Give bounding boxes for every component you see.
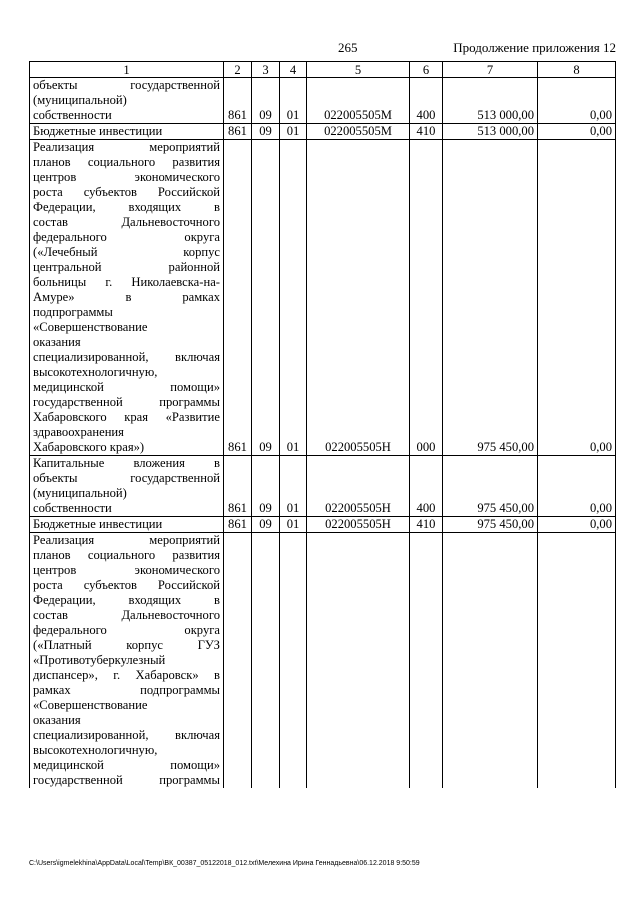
row-name-line: рамках подпрограммы	[33, 683, 220, 697]
row-name-line: собственности	[33, 501, 112, 515]
amount-value: 513 000,00	[443, 78, 538, 124]
table-row	[30, 456, 616, 517]
section-code: 09	[252, 140, 280, 456]
row-name-line: федерального округа	[33, 623, 220, 637]
target-article: 022005505M	[307, 78, 410, 124]
column-header: 6	[410, 62, 443, 78]
subsection-code: 01	[280, 124, 307, 140]
row-name-line: «Противотуберкулезный	[33, 653, 166, 667]
target-article: 022005505Н	[307, 456, 410, 517]
table-row	[30, 124, 616, 140]
subsection-code: 01	[280, 140, 307, 456]
extra-value: 0,00	[538, 78, 616, 124]
row-name-line: Федерации, входящих в	[33, 200, 220, 214]
table-row	[30, 533, 616, 789]
row-name-line: подпрограммы	[33, 305, 113, 319]
column-header: 5	[307, 62, 410, 78]
row-name-line: состав Дальневосточного	[33, 215, 220, 229]
table-row	[30, 140, 616, 456]
row-name-line: медицинской помощи»	[33, 758, 220, 772]
row-name-cell	[30, 140, 224, 456]
row-name-line: (муниципальной)	[33, 93, 127, 107]
column-header: 1	[30, 62, 224, 78]
page-number: 265	[338, 40, 358, 55]
section-code: 09	[252, 456, 280, 517]
row-name-line: центров экономического	[33, 170, 220, 184]
table-row	[30, 517, 616, 533]
row-name-line: диспансер», г. Хабаровск» в	[33, 668, 220, 682]
expense-type: 410	[410, 124, 443, 140]
column-header: 8	[538, 62, 616, 78]
amount-value: 513 000,00	[443, 124, 538, 140]
row-name-line: объекты государственной	[33, 471, 220, 485]
column-header: 3	[252, 62, 280, 78]
row-name-line: оказания	[33, 335, 81, 349]
row-name-line: центральной районной	[33, 260, 220, 274]
row-name-line: роста субъектов Российской	[33, 185, 220, 199]
row-name-line: Федерации, входящих в	[33, 593, 220, 607]
target-article: 022005505Н	[307, 517, 410, 533]
section-code: 09	[252, 124, 280, 140]
expense-type: 400	[410, 456, 443, 517]
section-code: 09	[252, 517, 280, 533]
file-path-footer: C:\Users\igmelekhina\AppData\Local\Temp\ВК_00387_05122018_012.txt\Мелехина Ирина Геннадьевна\06.12.2018 9:50:59	[29, 860, 420, 867]
row-name-line: Капитальные вложения в	[33, 456, 220, 470]
row-name-line: Хабаровского края»)	[33, 440, 145, 454]
row-name-line: медицинской помощи»	[33, 380, 220, 394]
extra-value	[538, 533, 616, 789]
column-header: 7	[443, 62, 538, 78]
expense-type: 000	[410, 140, 443, 456]
subsection-code: 01	[280, 78, 307, 124]
section-code: 09	[252, 78, 280, 124]
row-name-line: больницы г. Николаевска-на-	[33, 275, 220, 289]
expense-type: 400	[410, 78, 443, 124]
row-name-cell	[30, 124, 224, 140]
budget-table	[29, 61, 616, 788]
extra-value: 0,00	[538, 456, 616, 517]
budget-code: 861	[224, 78, 252, 124]
row-name-line: специализированной, включая	[33, 350, 220, 364]
section-code	[252, 533, 280, 789]
row-name-cell	[30, 78, 224, 124]
row-name-line: собственности	[33, 108, 112, 122]
row-name-line: Реализация мероприятий	[33, 533, 220, 547]
expense-type: 410	[410, 517, 443, 533]
row-name-line: специализированной, включая	[33, 728, 220, 742]
row-name-line: состав Дальневосточного	[33, 608, 220, 622]
row-name-line: Хабаровского края «Развитие	[33, 410, 220, 424]
target-article	[307, 533, 410, 789]
amount-value: 975 450,00	[443, 517, 538, 533]
row-name-line: (муниципальной)	[33, 486, 127, 500]
appendix-continuation-label: Продолжение приложения 12	[453, 40, 616, 55]
amount-value	[443, 533, 538, 789]
row-name-line: «Совершенствование	[33, 320, 148, 334]
row-name-line: «Совершенствование	[33, 698, 148, 712]
row-name-line: роста субъектов Российской	[33, 578, 220, 592]
row-name-cell	[30, 456, 224, 517]
extra-value: 0,00	[538, 517, 616, 533]
extra-value: 0,00	[538, 140, 616, 456]
column-header: 4	[280, 62, 307, 78]
extra-value: 0,00	[538, 124, 616, 140]
amount-value: 975 450,00	[443, 456, 538, 517]
row-name-line: высокотехнологичную,	[33, 743, 158, 757]
row-name-line: («Платный корпус ГУЗ	[33, 638, 220, 652]
budget-code: 861	[224, 456, 252, 517]
row-name-line: планов социального развития	[33, 155, 220, 169]
table-header-row	[30, 62, 616, 78]
subsection-code: 01	[280, 517, 307, 533]
row-name-line: здравоохранения	[33, 425, 124, 439]
row-name-line: государственной программы	[33, 773, 220, 787]
budget-code: 861	[224, 140, 252, 456]
budget-code	[224, 533, 252, 789]
row-name-line: высокотехнологичную,	[33, 365, 158, 379]
row-name-line: Бюджетные инвестиции	[33, 124, 163, 138]
row-name-line: Бюджетные инвестиции	[33, 517, 163, 531]
subsection-code: 01	[280, 456, 307, 517]
target-article: 022005505M	[307, 124, 410, 140]
column-header: 2	[224, 62, 252, 78]
subsection-code	[280, 533, 307, 789]
row-name-line: центров экономического	[33, 563, 220, 577]
row-name-line: оказания	[33, 713, 81, 727]
target-article: 022005505Н	[307, 140, 410, 456]
row-name-line: Амуре» в рамках	[33, 290, 220, 304]
row-name-line: объекты государственной	[33, 78, 220, 92]
table-row	[30, 78, 616, 124]
row-name-cell	[30, 517, 224, 533]
row-name-line: государственной программы	[33, 395, 220, 409]
amount-value: 975 450,00	[443, 140, 538, 456]
budget-code: 861	[224, 124, 252, 140]
budget-code: 861	[224, 517, 252, 533]
row-name-line: Реализация мероприятий	[33, 140, 220, 154]
row-name-cell	[30, 533, 224, 789]
row-name-line: федерального округа	[33, 230, 220, 244]
row-name-line: («Лечебный корпус	[33, 245, 220, 259]
expense-type	[410, 533, 443, 789]
row-name-line: планов социального развития	[33, 548, 220, 562]
